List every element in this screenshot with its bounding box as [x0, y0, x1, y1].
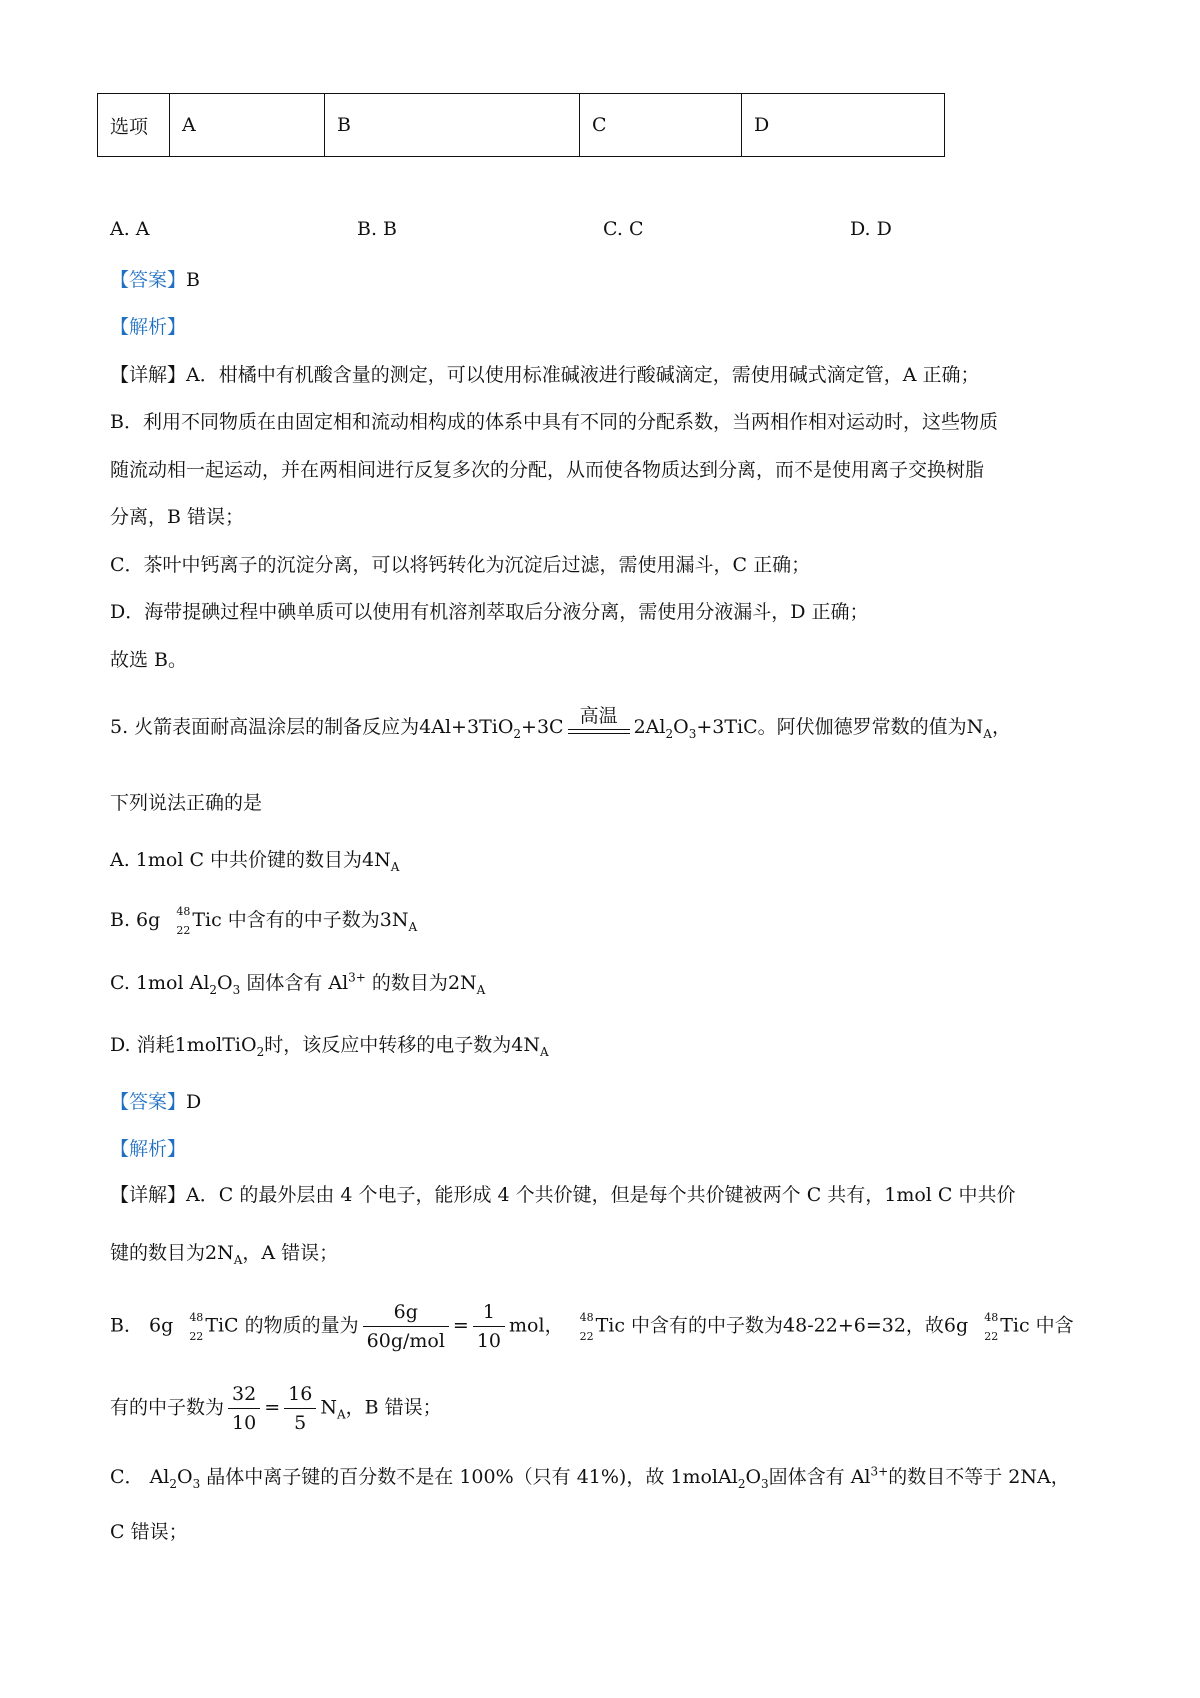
table-cell-c: C — [580, 94, 742, 157]
answer-value: B — [186, 269, 200, 291]
q4-choice-b: B. B — [357, 218, 398, 240]
q4-detail-b1: B．利用不同物质在由固定相和流动相构成的体系中具有不同的分配系数，当两相作相对运动时，这些物质 — [110, 411, 998, 433]
q5-stem-line2: 下列说法正确的是 — [110, 792, 263, 814]
q5-stem: 5. 火箭表面耐高温涂层的制备反应为4Al+3TiO$_2$+3C 高温 $2Al_2O_3+3TiC$。阿伏伽德罗常数的值为$N_A$， — [110, 705, 1011, 741]
q5-detail-a2: 键的数目为$2N_A$，A 错误； — [110, 1242, 339, 1267]
q5-option-d: D. 消耗1molTiO$_2$时，该反应中转移的电子数为$4N_A$ — [110, 1034, 549, 1059]
q4-choice-a: A. A — [110, 218, 150, 240]
q5-detail-c2: C 错误； — [110, 1521, 188, 1543]
answer-label: 【答案】 — [110, 1091, 187, 1113]
answer-label: 【答案】 — [110, 269, 187, 291]
answer-value: D — [186, 1091, 202, 1113]
reaction-condition: 高温 — [568, 706, 630, 734]
q5-option-a: A. 1mol C 中共价键的数目为$4N_A$ — [110, 849, 400, 874]
table-row — [98, 94, 945, 157]
q4-conclusion: 故选 B。 — [110, 649, 188, 671]
q5-detail-b1: B． 6g 48 22 TiC 的物质的量为 $\frac{6g}{\text{60g/mol}}$ = $\frac{1}{10}$ mol， 48 22 Tic 中含有的中子数为48-22+6=32，故6g 48 22 Tic 中含 — [110, 1301, 1074, 1352]
q5-analysis-label: 【解析】 — [110, 1138, 187, 1160]
table-cell-d: D — [742, 94, 945, 157]
table-cell-b: B — [325, 94, 580, 157]
q4-answer — [110, 265, 200, 292]
q5-detail-b2: 有的中子数为 $\frac{32}{10}$ = $\frac{16}{5}$ $N_A$，B 错误； — [110, 1383, 442, 1434]
q5-detail-c1: C． $Al_2O_3$ 晶体中离子键的百分数不是在 100%（只有 41%)，故 $1molAl_2O_3$固体含有 $Al^{3+}$的数目不等于 2NA， — [110, 1464, 1070, 1491]
q4-detail-c: C．茶叶中钙离子的沉淀分离，可以将钙转化为沉淀后过滤，需使用漏斗，C 正确； — [110, 554, 811, 576]
q5-answer — [110, 1087, 201, 1114]
q4-detail-b2: 随流动相一起运动，并在两相间进行反复多次的分配，从而使各物质达到分离，而不是使用离子交换树脂 — [110, 459, 985, 481]
table-header-cell: 选项 — [98, 94, 170, 157]
q5-option-c: C. 1mol $Al_2O_3$ 固体含有 $Al^{3+}$ 的数目为$2N_A$ — [110, 970, 486, 997]
q4-choice-d: D. D — [850, 218, 892, 240]
q4-detail-a: 【详解】A．柑橘中有机酸含量的测定，可以使用标准碱液进行酸碱滴定，需使用碱式滴定管，A 正确； — [110, 364, 980, 386]
table-cell-a: A — [170, 94, 325, 157]
q4-detail-d: D．海带提碘过程中碘单质可以使用有机溶剂萃取后分液分离，需使用分液漏斗，D 正确； — [110, 601, 869, 623]
q5-option-b: B. 6g 48 22 Tic 中含有的中子数为$3N_A$ — [110, 905, 418, 937]
detail-label: 【详解】 — [110, 364, 187, 386]
options-table — [97, 93, 945, 157]
detail-label: 【详解】 — [110, 1184, 187, 1206]
q4-choice-c: C. C — [603, 218, 644, 240]
q4-analysis-label: 【解析】 — [110, 316, 187, 338]
q5-detail-a1: 【详解】A．C 的最外层由 4 个电子，能形成 4 个共价键，但是每个共价键被两个 C 共有，1mol C 中共价 — [110, 1184, 1016, 1206]
q4-detail-b3: 分离，B 错误； — [110, 506, 245, 528]
